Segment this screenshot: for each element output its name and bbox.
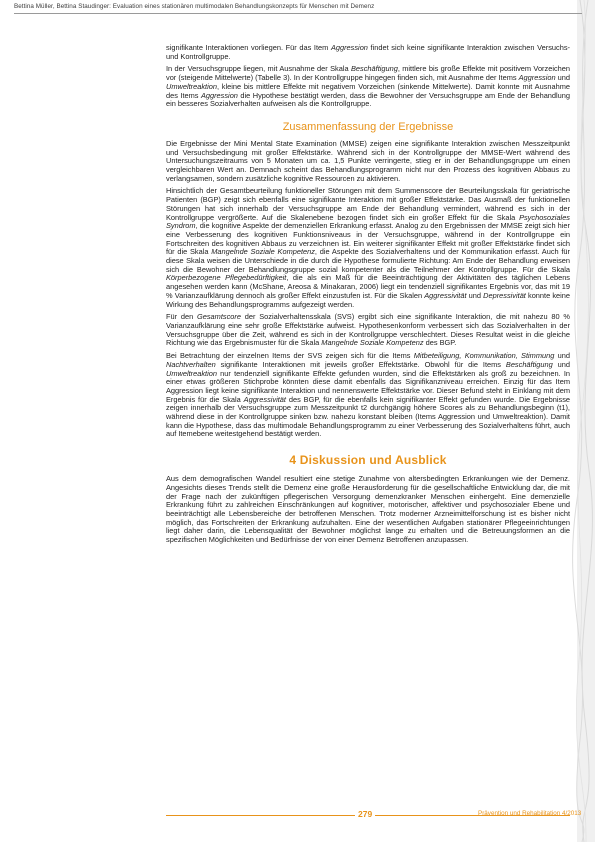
text-run: und bbox=[552, 359, 570, 369]
emphasis: Nachtverhalten bbox=[166, 359, 216, 369]
paragraph bbox=[166, 352, 570, 439]
text-run: Die Ergebnisse der Mini Mental State Examination (MMSE) zeigen eine signifikante Interaktion zwischen Messzeitpunkt und Versuchsbedingung mit großer Effektstärke. Während sich in der Kontrollgruppe der MMSE-Wert während des Untersuchungszeitraums von 5 Monaten um ca. 1,5 Punkte verringerte, stieg er in der Behandlungsgruppe um einen vergleichbaren Wert an. Demnach scheint das Behandlungsprogramm nicht nur den Prozess des kognitiven Abbaus zu verlangsamen, sondern zusätzliche kognitive Ressourcen zu aktivieren. bbox=[166, 138, 570, 183]
paragraph bbox=[166, 44, 570, 61]
text-run: Bei Betrachtung der einzelnen Items der SVS zeigen sich für die Items bbox=[166, 351, 414, 361]
paragraph bbox=[166, 187, 570, 309]
text-run: , die als ein Maß für die Beeinträchtigung der Aktivitäten des täglichen Lebens angesehen werden kann (McShane, Areosa & Minakaran, 2006) liegt ein tendenziell signifikantes Ergebnis vor, das mit 19 % Varianzaufklärung dennoch als großer Effekt einzustufen ist. Für die Skalen bbox=[166, 273, 570, 300]
text-run: , die Aspekte des Sozialverhaltens und der Kommunikation erfasst. Auch für diese Skala weisen die Unterschiede in die durch die Hypothese formulierte Richtung: Am Ende der Behandlung erweisen sich die Bewohner der Behandlungsgruppe sozial kompetenter als die Teilnehmer der Kontrollgruppe. Für die Skala bbox=[166, 247, 570, 274]
text-run: , kleine bis mittlere Effekte mit negativem Vorzeichen (sinkende Mittelwerte). Damit konnte mit Ausnahme des Items bbox=[166, 81, 570, 100]
running-title: Bettina Müller, Bettina Staudinger: Evaluation eines stationären multimodalen Behandlungskonzepts für Menschen mit Demenz bbox=[14, 3, 375, 10]
text-run: nur tendenziell signifikante Effekte gefunden wurden, sind die Effektstärken als groß zu bezeichnen. In einer etwas größeren Stichprobe könnten diese damit ebenfalls das Signifikanzniveau erreichen. Einzig für das Item Aggression liegt keine signifikante Interaktion und nennenswerte Effektstärke vor. Dieser Befund steht in Einklang mit dem Ergebnis für die Skala bbox=[166, 368, 570, 404]
emphasis: Aggression bbox=[200, 90, 238, 100]
text-run: , die kognitive Aspekte der demenziellen Erkrankung erfasst. Analog zu den Ergebnissen der MMSE zeigt sich hier eine Verbesserung des kognitiven Funktionsniveaus in der Versuchsgruppe, während in der Kontrollgruppe ein Fortschreiten des kognitiven Abbaus zu verzeichnen ist. Ein weiterer signifikanter Effekt mit großer Effektstärke findet sich für die Skala bbox=[166, 221, 570, 257]
text-run: Hinsichtlich der Gesamtbeurteilung funktioneller Störungen mit dem Summenscore der Beurteilungsskala für geriatrische Patienten (BGP) zeigt sich ebenfalls eine signifikante Interaktion mit großer Effektstärke. Das Ausmaß der funktionellen Störungen hat sich innerhalb der Versuchsgruppe am Ende der Behandlung vermindert, während es sich in der Kontrollgruppe vergrößerte. Auf die Skalenebene bezogen findet sich ein großer Effekt für die Skala bbox=[166, 186, 570, 222]
text-run: Aus dem demografischen Wandel resultiert eine stetige Zunahme von altersbedingten Erkrankungen wie der Demenz. Angesichts dieses Trends stellt die Demenz eine große Herausforderung für die gesellschaftliche Entwicklung dar, die mit der Frage nach der zukünftigen pflegerischen Versorgung demenzkranker Menschen einhergeht. Eine demenzielle Erkrankung führt zu zahlreichen Einschränkungen auf kognitiver, motorischer, affektiver und psychosozialer Ebene und beeinträchtigt alle Lebensbereiche der betroffenen Menschen. Trotz moderner Arzneimittelforschung ist es bisher nicht möglich, das Fortschreiten der Erkrankung aufzuhalten. Eine der wesentlichen Aufgaben stationärer Pflegeeinrichtungen liegt daher darin, die Lebensqualität der Bewohner möglichst lange zu erhalten und die Betreuungsformen an die spezifischen Möglichkeiten und Bedürfnisse der von einer Demenz Betroffenen anzupassen. bbox=[166, 474, 570, 545]
journal-name: Prävention und Rehabilitation 4/2013 bbox=[478, 810, 582, 817]
emphasis: Mitbeteiligung, Kommunikation, Stimmung bbox=[413, 351, 555, 361]
text-run: und bbox=[554, 351, 570, 361]
emphasis: Gesamtscore bbox=[197, 312, 241, 322]
emphasis: Umweltreaktion bbox=[166, 368, 217, 378]
paragraph bbox=[166, 140, 570, 184]
text-run: Für den bbox=[166, 312, 197, 322]
emphasis: Aggressivität bbox=[243, 394, 286, 404]
decorative-curves bbox=[570, 0, 595, 842]
text-run: findet sich keine signifikante Interaktion zwischen Versuchs- und Kontrollgruppe. bbox=[166, 43, 570, 61]
emphasis: Umweltreaktion bbox=[166, 81, 217, 91]
text-run: und bbox=[555, 73, 571, 83]
page-number: 279 bbox=[355, 809, 375, 819]
emphasis: Körperbezogene Pflegebedürftigkeit bbox=[166, 273, 287, 283]
text-run: des BGP. bbox=[423, 338, 457, 348]
page-footer bbox=[0, 808, 595, 828]
text-run: und bbox=[466, 290, 484, 300]
emphasis: Aggressivität bbox=[424, 290, 467, 300]
emphasis: Aggression bbox=[330, 43, 368, 52]
emphasis: Aggression bbox=[518, 73, 556, 83]
article-body bbox=[166, 44, 570, 549]
section-heading: 4 Diskussion und Ausblick bbox=[289, 453, 447, 468]
emphasis: Depressivität bbox=[483, 290, 526, 300]
emphasis: Beschäftigung bbox=[350, 64, 398, 74]
emphasis: Mangelnde Soziale Kompetenz bbox=[321, 338, 424, 348]
text-run: signifikante Interaktionen mit jeweils großer Effektstärke. Obwohl für die Items bbox=[215, 359, 506, 369]
paragraph bbox=[166, 475, 570, 545]
header-rule bbox=[14, 13, 582, 14]
text-run: In der Versuchsgruppe liegen, mit Ausnahme der Skala bbox=[166, 64, 351, 74]
text-run: des BGP, für die ebenfalls kein signifikanter Effekt gefunden wurde. Die Ergebnisse zeigen innerhalb der Versuchsgruppe zum Messzeitpunkt t2 durchgängig höhere Scores als zu Behandlungsbeginn (t1), während diese in der Kontrollgruppe sinken bzw. nahezu konstant bleiben (Items Aggression und Umweltreaktion). Damit kann die Hypothese, dass das multimodale Behandlungsprogramm zu einer Verbesserung des Sozialverhaltens führt, auch auf Itemebene weitestgehend bestätigt werden. bbox=[166, 394, 570, 439]
emphasis: Psychosoziales Syndrom bbox=[166, 212, 570, 231]
emphasis: Beschäftigung bbox=[505, 359, 553, 369]
text-run: , mittlere bis große Effekte mit positivem Vorzeichen vor (steigende Mittelwerte) (Tabelle 3). In der Kontrollgruppe hingegen finden sich, mit Ausnahme der Items bbox=[166, 64, 570, 83]
paragraph bbox=[166, 65, 570, 109]
text-run: die Hypothese bestätigt werden, dass die Bewohner der Versuchsgruppe am Ende der Behandlung ein besseres Sozialverhalten aufweisen als die Kontrollgruppe. bbox=[166, 90, 570, 109]
emphasis: Mangelnde Soziale Kompetenz bbox=[211, 247, 315, 257]
paragraph bbox=[166, 313, 570, 348]
page-header bbox=[0, 0, 595, 16]
text-run: signifikante Interaktionen vorliegen. Für das Item bbox=[166, 43, 331, 52]
subsection-heading: Zusammenfassung der Ergebnisse bbox=[282, 120, 454, 133]
text-run: der Sozialverhaltensskala (SVS) ergibt sich eine signifikante Interaktion, die mit nahezu 80 % Varianzaufklärung eine sehr große Effektstärke aufweist. Hypothesenkonform verbessert sich das Sozialverhalten in der Versuchsgruppe über die Zeit, während es sich in der Kontrollgruppe verschlechtert. Dieses Resultat weist in die gleiche Richtung wie das Ergebnismuster für die Skala bbox=[166, 312, 570, 348]
text-run: konnte keine Wirkung des Behandlungsprogramms aufgezeigt werden. bbox=[166, 290, 570, 309]
